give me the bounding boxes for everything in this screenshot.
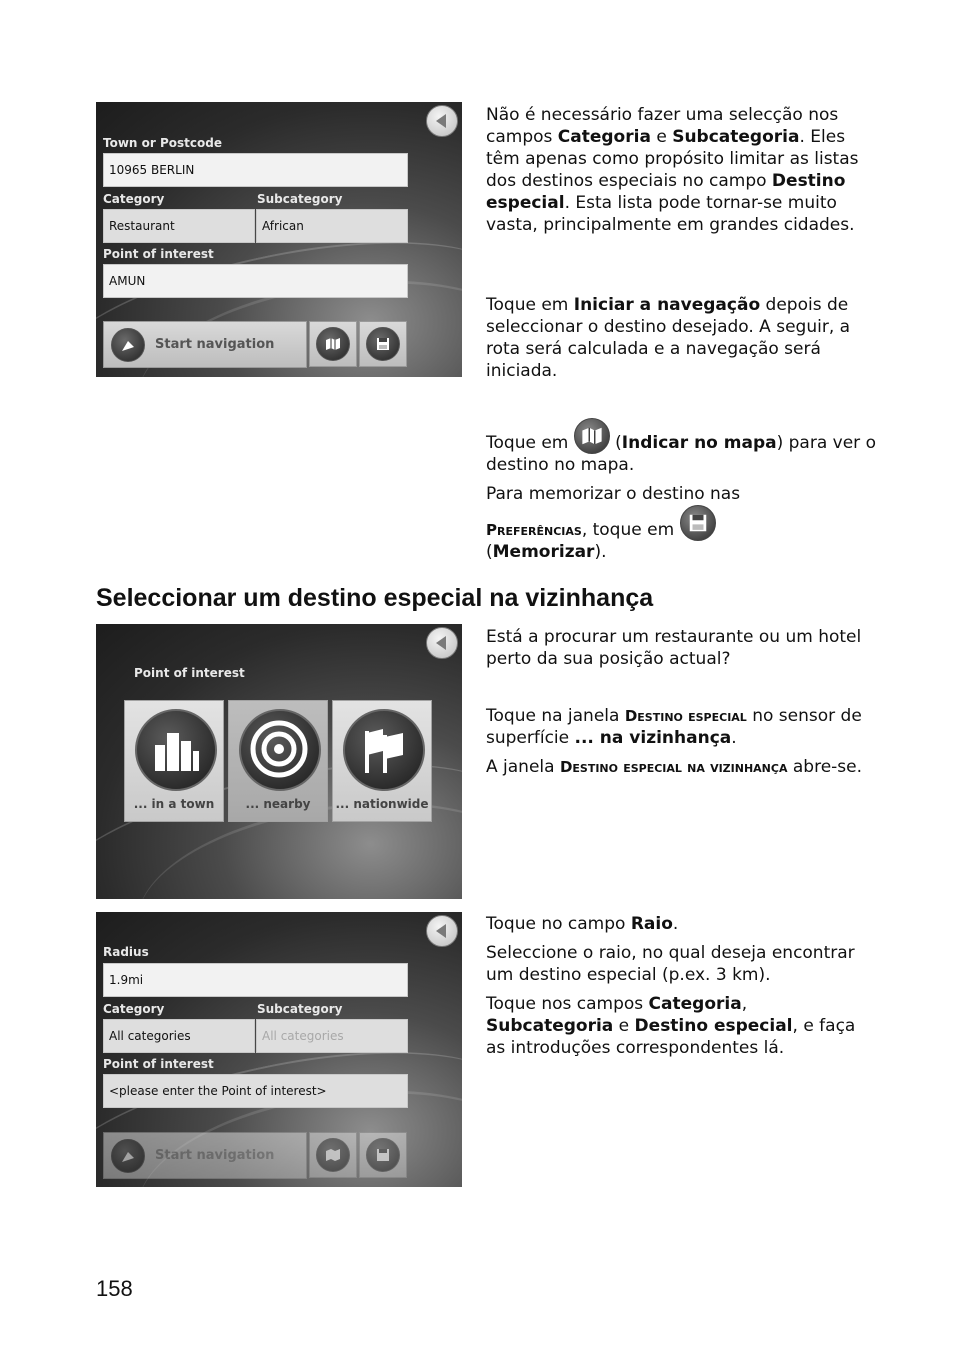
paragraph-select-radius: Seleccione o raio, no qual deseja encontrar um destino especial (p.ex. 3 km).	[486, 943, 855, 985]
text: no sensor de superfície	[486, 706, 862, 748]
screenshot-destination-form	[96, 102, 462, 377]
tile-nearby-label: ... nearby	[245, 797, 311, 811]
term-memorize: Memorizar	[492, 542, 595, 562]
text-block-6	[486, 913, 876, 1059]
radius-field[interactable]: 1.9mi	[103, 963, 408, 997]
show-on-map-button[interactable]	[309, 321, 357, 367]
text: Toque nos campos	[486, 994, 649, 1014]
text: abre-se.	[787, 757, 863, 777]
category-field[interactable]: All categories	[103, 1019, 255, 1053]
town-icon	[135, 709, 217, 791]
screenshot-poi-selection	[96, 624, 462, 899]
section-title: Seleccionar um destino especial na vizinhança	[96, 584, 654, 612]
tile-in-a-town-label: ... in a town	[133, 797, 215, 811]
paragraph-selection-optional	[486, 104, 876, 236]
text: ,	[741, 994, 748, 1014]
show-on-map-icon	[316, 327, 350, 361]
poi-nearby-button[interactable]	[228, 700, 328, 822]
text-block-1	[486, 104, 876, 236]
text: Toque em	[486, 433, 574, 453]
start-navigation-label: Start navigation	[155, 1148, 275, 1163]
save-icon	[366, 327, 400, 361]
poi-label: Point of interest	[134, 666, 245, 680]
subcategory-label: Subcategory	[257, 192, 343, 206]
paragraph-start-navigation	[486, 294, 876, 382]
term-subcategory: Subcategoria	[672, 127, 800, 147]
text: (	[609, 433, 622, 453]
paragraph-tap-nearby	[486, 705, 876, 749]
show-on-map-icon	[574, 418, 610, 454]
save-icon	[366, 1138, 400, 1172]
paragraph-show-on-map	[486, 418, 876, 476]
text: Toque no campo	[486, 914, 631, 934]
text: e	[613, 1016, 635, 1036]
start-navigation-icon	[111, 328, 145, 362]
paragraph-window-opens	[486, 756, 876, 778]
term-special-destination: Destino especial	[634, 1016, 793, 1036]
text: ) para ver o destino no mapa.	[486, 433, 876, 475]
text: .	[731, 728, 737, 748]
poi-label: Point of interest	[103, 1057, 214, 1071]
category-label: Category	[103, 1002, 165, 1016]
text: A janela	[486, 757, 560, 777]
poi-field[interactable]: AMUN	[103, 264, 408, 298]
nationwide-icon	[343, 709, 425, 791]
page-number: 158	[96, 1276, 133, 1301]
term-subcategory: Subcategoria	[486, 1016, 614, 1036]
text-block-5	[486, 705, 876, 778]
text: depois de seleccionar o destino desejado. A seguir, a rota será calculada e a navegação será iniciada.	[486, 295, 851, 381]
screenshot-radius-form	[96, 912, 462, 1187]
show-on-map-icon	[316, 1138, 350, 1172]
term-category: Categoria	[648, 994, 742, 1014]
term-nearby: ... na vizinhança	[574, 728, 732, 748]
text: .	[672, 914, 679, 934]
radius-label: Radius	[103, 945, 149, 959]
back-arrow-icon[interactable]	[426, 105, 458, 137]
start-navigation-button[interactable]	[103, 1132, 307, 1179]
category-label: Category	[103, 192, 165, 206]
poi-field[interactable]: <please enter the Point of interest>	[103, 1074, 408, 1108]
back-arrow-icon[interactable]	[426, 915, 458, 947]
term-special-destination: Destino especial	[486, 171, 846, 213]
term-start-navigation: Iniciar a navegação	[573, 295, 761, 315]
save-button[interactable]	[359, 321, 407, 367]
term-nearby-window: Destino especial na vizinhança	[559, 758, 788, 776]
text: Toque em	[486, 295, 574, 315]
nearby-icon	[239, 709, 321, 791]
text: , e faça as introduções correspondentes lá.	[486, 1016, 856, 1058]
start-navigation-label: Start navigation	[155, 337, 275, 352]
town-label: Town or Postcode	[103, 136, 222, 150]
text: ).	[594, 542, 607, 562]
text-block-2	[486, 294, 876, 382]
town-field[interactable]: 10965 BERLIN	[103, 153, 408, 187]
term-show-on-map: Indicar no mapa	[621, 433, 777, 453]
text: Não é necessário fazer uma selecção nos campos	[486, 105, 839, 147]
save-icon	[680, 505, 716, 541]
paragraph-tap-radius	[486, 913, 876, 935]
text: Toque na janela	[486, 706, 625, 726]
text: . Eles têm apenas como propósito limitar as listas dos destinos especiais no campo	[486, 127, 859, 191]
poi-label: Point of interest	[103, 247, 214, 261]
text-block-3	[486, 418, 876, 563]
text: Para memorizar o destino nas	[486, 484, 741, 504]
save-button[interactable]	[359, 1132, 407, 1178]
term-special-destination-window: Destino especial	[624, 707, 747, 725]
start-navigation-icon	[111, 1139, 145, 1173]
paragraph-looking-for: Está a procurar um restaurante ou um hotel perto da sua posição actual?	[486, 627, 862, 669]
show-on-map-button[interactable]	[309, 1132, 357, 1178]
tile-nationwide-label: ... nationwide	[335, 797, 429, 811]
term-category: Categoria	[557, 127, 651, 147]
poi-nationwide-button[interactable]	[332, 700, 432, 822]
text-block-4	[486, 626, 876, 670]
subcategory-field[interactable]: African	[256, 209, 408, 243]
paragraph-memorize	[486, 483, 876, 563]
start-navigation-button[interactable]	[103, 321, 307, 368]
term-radius: Raio	[630, 914, 673, 934]
subcategory-label: Subcategory	[257, 1002, 343, 1016]
term-preferences: Preferências	[486, 521, 582, 539]
text: , toque em	[581, 520, 680, 540]
text: . Esta lista pode tornar-se muito vasta, principalmente em grandes cidades.	[486, 193, 855, 235]
category-field[interactable]: Restaurant	[103, 209, 255, 243]
subcategory-field[interactable]: All categories	[256, 1019, 408, 1053]
poi-in-a-town-button[interactable]	[124, 700, 224, 822]
back-arrow-icon[interactable]	[426, 627, 458, 659]
paragraph-fill-fields	[486, 993, 876, 1059]
text: (	[486, 542, 493, 562]
text: e	[650, 127, 673, 147]
